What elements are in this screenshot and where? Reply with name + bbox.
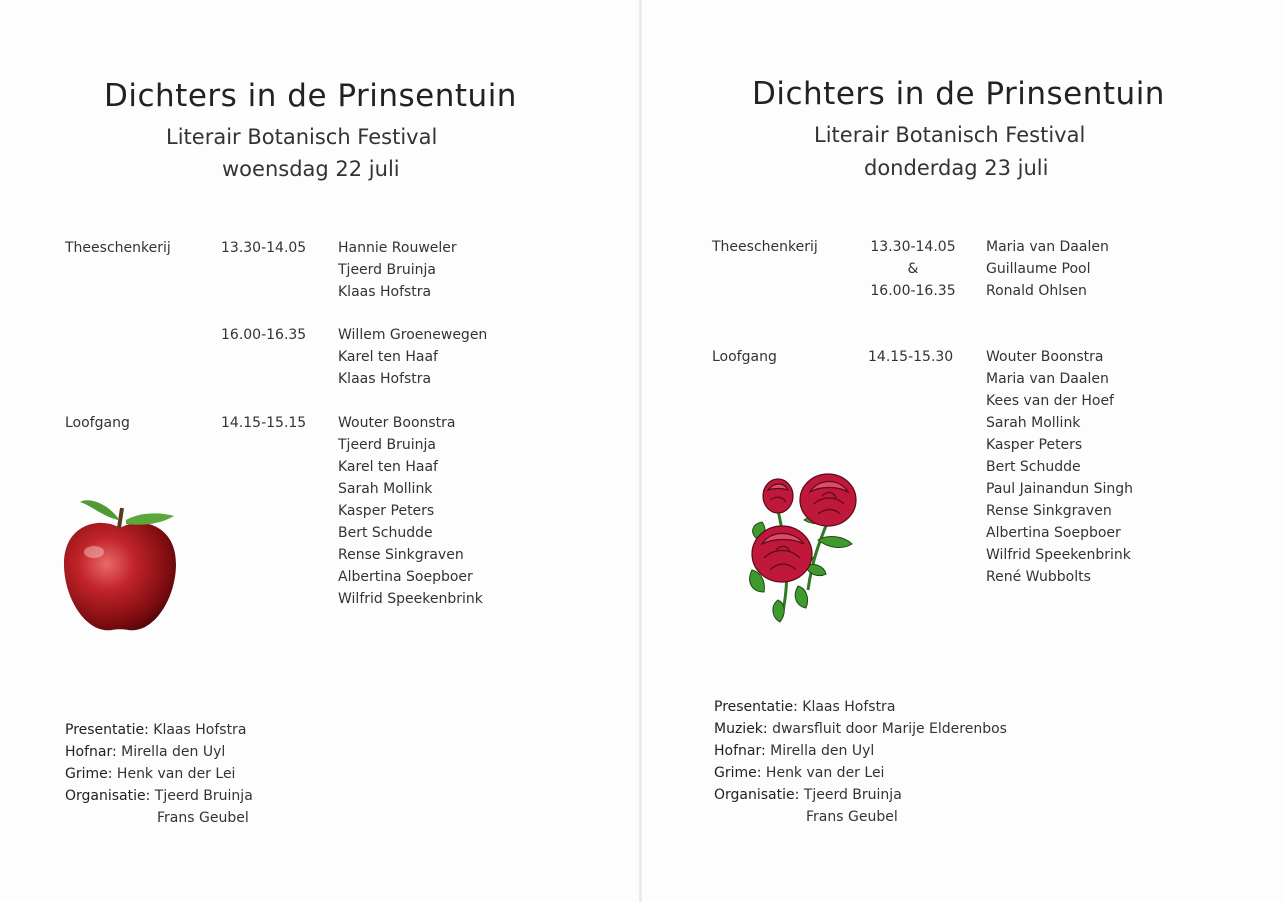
performer-name: René Wubbolts [986, 569, 1091, 585]
page-subtitle: Literair Botanisch Festival [166, 125, 438, 149]
credit-row [65, 763, 253, 785]
credit-value: Klaas Hofstra [802, 699, 896, 715]
roses-illustration [748, 470, 864, 624]
performer-name: Rense Sinkgraven [338, 547, 464, 563]
slot-time: 14.15-15.15 [221, 415, 307, 431]
performer-name: Albertina Soepboer [338, 569, 473, 585]
performer-list [338, 324, 487, 390]
performer-list [338, 237, 457, 303]
performer-name: Paul Jainandun Singh [986, 481, 1134, 497]
credit-row [714, 784, 1007, 806]
credit-value: Tjeerd Bruinja [803, 787, 902, 803]
credit-row [65, 741, 253, 763]
section-label-loofgang: Loofgang [65, 415, 130, 431]
performer-name: Wouter Boonstra [986, 349, 1104, 365]
credit-label: Grime: [714, 765, 762, 781]
credit-label: Grime: [65, 766, 113, 782]
performer-name: Ronald Ohlsen [986, 283, 1087, 299]
performer-list [338, 412, 483, 610]
credit-value: Frans Geubel [157, 810, 249, 826]
credit-value: Mirella den Uyl [770, 743, 875, 759]
credit-value: dwarsfluit door Marije Elderenbos [772, 721, 1007, 737]
slot-ampersand: & [907, 261, 919, 277]
performer-name: Tjeerd Bruinja [338, 262, 436, 278]
performer-name: Sarah Mollink [338, 481, 433, 497]
slot-time: 13.30-14.05 [221, 240, 307, 256]
performer-name: Bert Schudde [338, 525, 433, 541]
performer-list [986, 346, 1133, 588]
performer-name: Kasper Peters [986, 437, 1083, 453]
page-title: Dichters in de Prinsentuin [104, 78, 517, 114]
credit-row [65, 785, 253, 807]
performer-name: Kees van der Hoef [986, 393, 1114, 409]
performer-name: Karel ten Haaf [338, 349, 438, 365]
credit-value: Tjeerd Bruinja [154, 788, 253, 804]
section-label-theeschenkerij: Theeschenkerij [65, 240, 171, 256]
credits-block [65, 719, 253, 829]
credit-label: Presentatie: [714, 699, 798, 715]
credit-row [714, 806, 1007, 828]
performer-name: Bert Schudde [986, 459, 1081, 475]
section-label-theeschenkerij: Theeschenkerij [712, 239, 818, 255]
performer-name: Maria van Daalen [986, 239, 1109, 255]
page-date: woensdag 22 juli [222, 157, 400, 181]
credits-block [714, 696, 1007, 828]
performer-name: Rense Sinkgraven [986, 503, 1112, 519]
section-label-loofgang: Loofgang [712, 349, 777, 365]
performer-name: Maria van Daalen [986, 371, 1109, 387]
right-page [642, 0, 1284, 902]
credit-label: Muziek: [714, 721, 768, 737]
performer-name: Wouter Boonstra [338, 415, 456, 431]
performer-name: Wilfrid Speekenbrink [338, 591, 483, 607]
performer-name: Klaas Hofstra [338, 284, 432, 300]
page-date: donderdag 23 juli [864, 156, 1049, 180]
performer-name: Willem Groenewegen [338, 327, 488, 343]
performer-name: Wilfrid Speekenbrink [986, 547, 1131, 563]
performer-name: Sarah Mollink [986, 415, 1081, 431]
performer-list [986, 236, 1109, 302]
slot-time: 14.15-15.30 [868, 349, 954, 365]
credit-label: Presentatie: [65, 722, 149, 738]
credit-row [65, 807, 253, 829]
credit-label: Hofnar: [65, 744, 117, 760]
credit-row [65, 719, 253, 741]
credit-label: Organisatie: [65, 788, 151, 804]
credit-row [714, 718, 1007, 740]
credit-value: Mirella den Uyl [121, 744, 226, 760]
credit-value: Frans Geubel [806, 809, 898, 825]
page-title: Dichters in de Prinsentuin [752, 76, 1165, 112]
credit-value: Klaas Hofstra [153, 722, 247, 738]
performer-name: Tjeerd Bruinja [338, 437, 436, 453]
credit-value: Henk van der Lei [116, 766, 236, 782]
credit-value: Henk van der Lei [765, 765, 885, 781]
performer-name: Albertina Soepboer [986, 525, 1121, 541]
slot-time: 16.00-16.35 [870, 283, 956, 299]
credit-label: Hofnar: [714, 743, 766, 759]
credit-row [714, 740, 1007, 762]
performer-name: Kasper Peters [338, 503, 435, 519]
performer-name: Hannie Rouweler [338, 240, 457, 256]
performer-name: Klaas Hofstra [338, 371, 432, 387]
slot-time: 13.30-14.05 [870, 239, 956, 255]
credit-row [714, 762, 1007, 784]
credit-label: Organisatie: [714, 787, 800, 803]
credit-row [714, 696, 1007, 718]
apple-illustration [60, 494, 180, 636]
slot-time: 16.00-16.35 [221, 327, 307, 343]
page-subtitle: Literair Botanisch Festival [814, 123, 1086, 147]
performer-name: Karel ten Haaf [338, 459, 438, 475]
performer-name: Guillaume Pool [986, 261, 1091, 277]
